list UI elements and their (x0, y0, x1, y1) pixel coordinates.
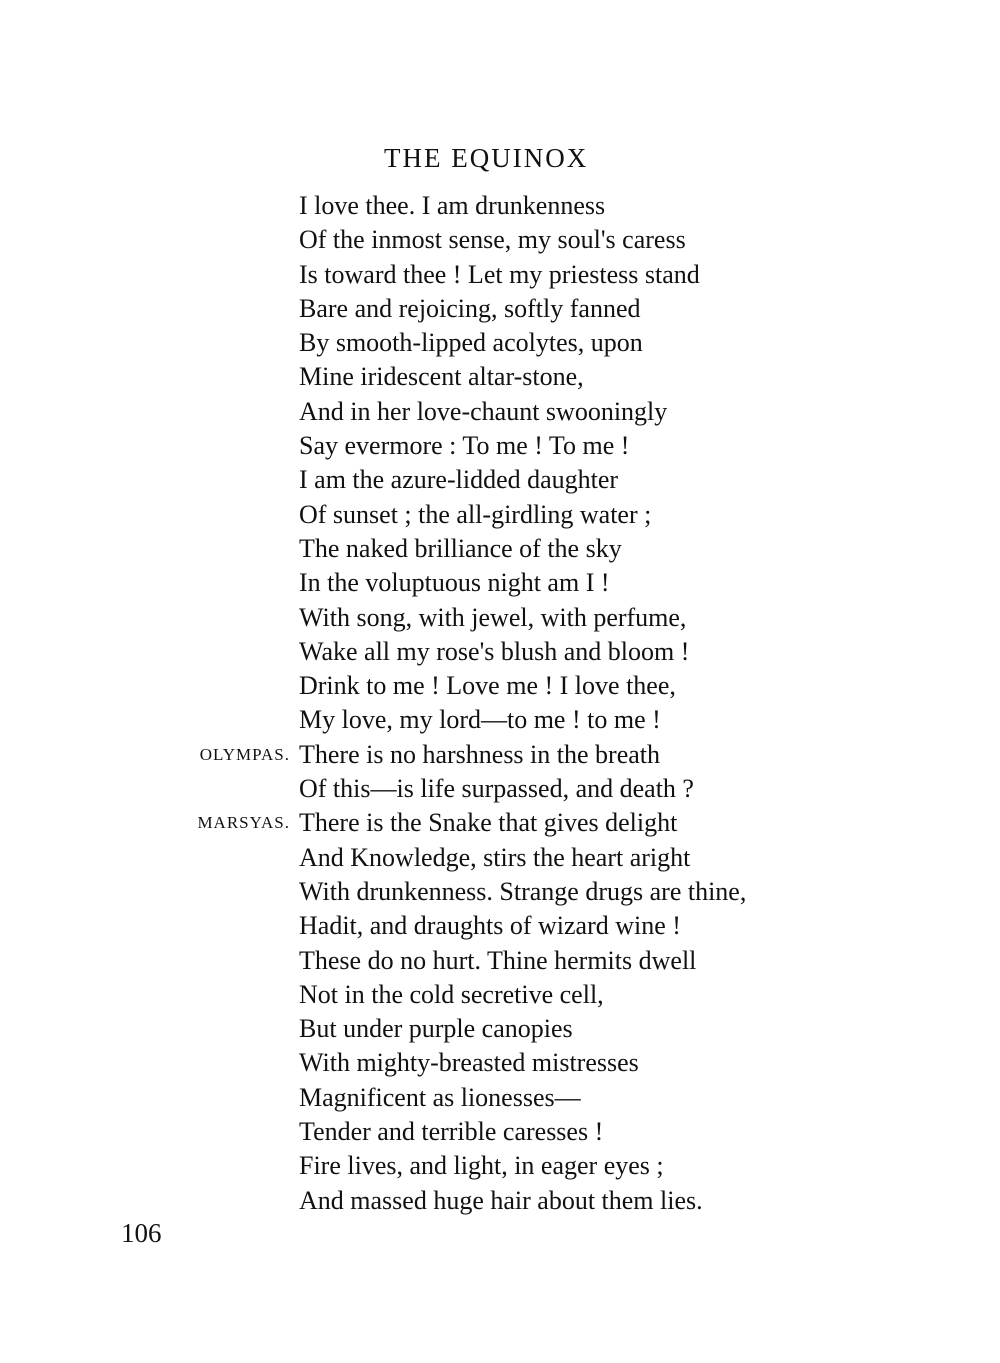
line-text: Say evermore : To me ! To me ! (299, 431, 630, 461)
line-text: Mine iridescent altar-stone, (299, 362, 584, 392)
line-text: Magnificent as lionesses— (299, 1082, 581, 1112)
poem-line (299, 189, 746, 223)
line-text: Is toward thee ! Let my priestess stand (299, 259, 700, 289)
poem-line (299, 429, 746, 463)
line-text: My love, my lord—to me ! to me ! (299, 705, 661, 735)
line-text: Fire lives, and light, in eager eyes ; (299, 1151, 664, 1181)
line-text: Drink to me ! Love me ! I love thee, (299, 671, 676, 701)
line-text: With mighty-breasted mistresses (299, 1048, 639, 1078)
line-text: Not in the cold secretive cell, (299, 979, 604, 1009)
line-text: The naked brilliance of the sky (299, 533, 622, 563)
poem-line (299, 1149, 746, 1183)
poem-line (299, 909, 746, 943)
line-text: These do no hurt. Thine hermits dwell (299, 945, 697, 975)
line-text: Hadit, and draughts of wizard wine ! (299, 911, 681, 941)
poem-line (299, 258, 746, 292)
line-text: I am the azure-lidded daughter (299, 465, 619, 495)
line-text: Of sunset ; the all-girdling water ; (299, 499, 652, 529)
poem-line (299, 1046, 746, 1080)
line-text: There is the Snake that gives delight (299, 808, 678, 838)
poem-line (299, 292, 746, 326)
poem-line (199, 738, 746, 772)
poem-line (299, 1115, 746, 1149)
line-text: And massed huge hair about them lies. (299, 1185, 703, 1215)
poem-line (299, 635, 746, 669)
poem-line (299, 1081, 746, 1115)
poem-line (299, 978, 746, 1012)
speaker-label: MARSYAS. (197, 813, 290, 833)
poem-line (299, 395, 746, 429)
line-text: Of the inmost sense, my soul's caress (299, 225, 686, 255)
line-text: And Knowledge, stirs the heart aright (299, 842, 691, 872)
speaker-label: OLYMPAS. (199, 744, 290, 764)
line-text: Bare and rejoicing, softly fanned (299, 293, 641, 323)
line-text: But under purple canopies (299, 1014, 573, 1044)
line-text: Tender and terrible caresses ! (299, 1117, 604, 1147)
poem-line (299, 601, 746, 635)
poem-line (299, 532, 746, 566)
poem-line (299, 223, 746, 257)
poem-line (299, 703, 746, 737)
poem-line (299, 669, 746, 703)
poem-body (197, 189, 747, 1218)
poem-line (299, 875, 746, 909)
line-text: In the voluptuous night am I ! (299, 568, 610, 598)
poem-line (299, 326, 746, 360)
line-text: With song, with jewel, with perfume, (299, 602, 687, 632)
line-text: I love thee. I am drunkenness (299, 191, 606, 220)
poem-line (299, 1012, 746, 1046)
line-text: There is no harshness in the breath (299, 739, 661, 769)
poem-line (299, 463, 746, 497)
line-text: Wake all my rose's blush and bloom ! (299, 636, 690, 666)
poem-line (299, 498, 746, 532)
line-text: With drunkenness. Strange drugs are thine, (299, 876, 747, 906)
line-text: By smooth-lipped acolytes, upon (299, 328, 643, 358)
line-text: And in her love-chaunt swooningly (299, 396, 668, 426)
poem-line (299, 944, 746, 978)
poem-line (197, 806, 746, 840)
poem-line (299, 1184, 746, 1218)
line-text: Of this—is life surpassed, and death ? (299, 774, 694, 804)
poem-line (299, 772, 746, 806)
poem-line (299, 566, 746, 600)
running-head: THE EQUINOX (384, 143, 589, 173)
poem-line (299, 360, 746, 394)
poem-line (299, 841, 746, 875)
page-number: 106 (121, 1218, 162, 1248)
